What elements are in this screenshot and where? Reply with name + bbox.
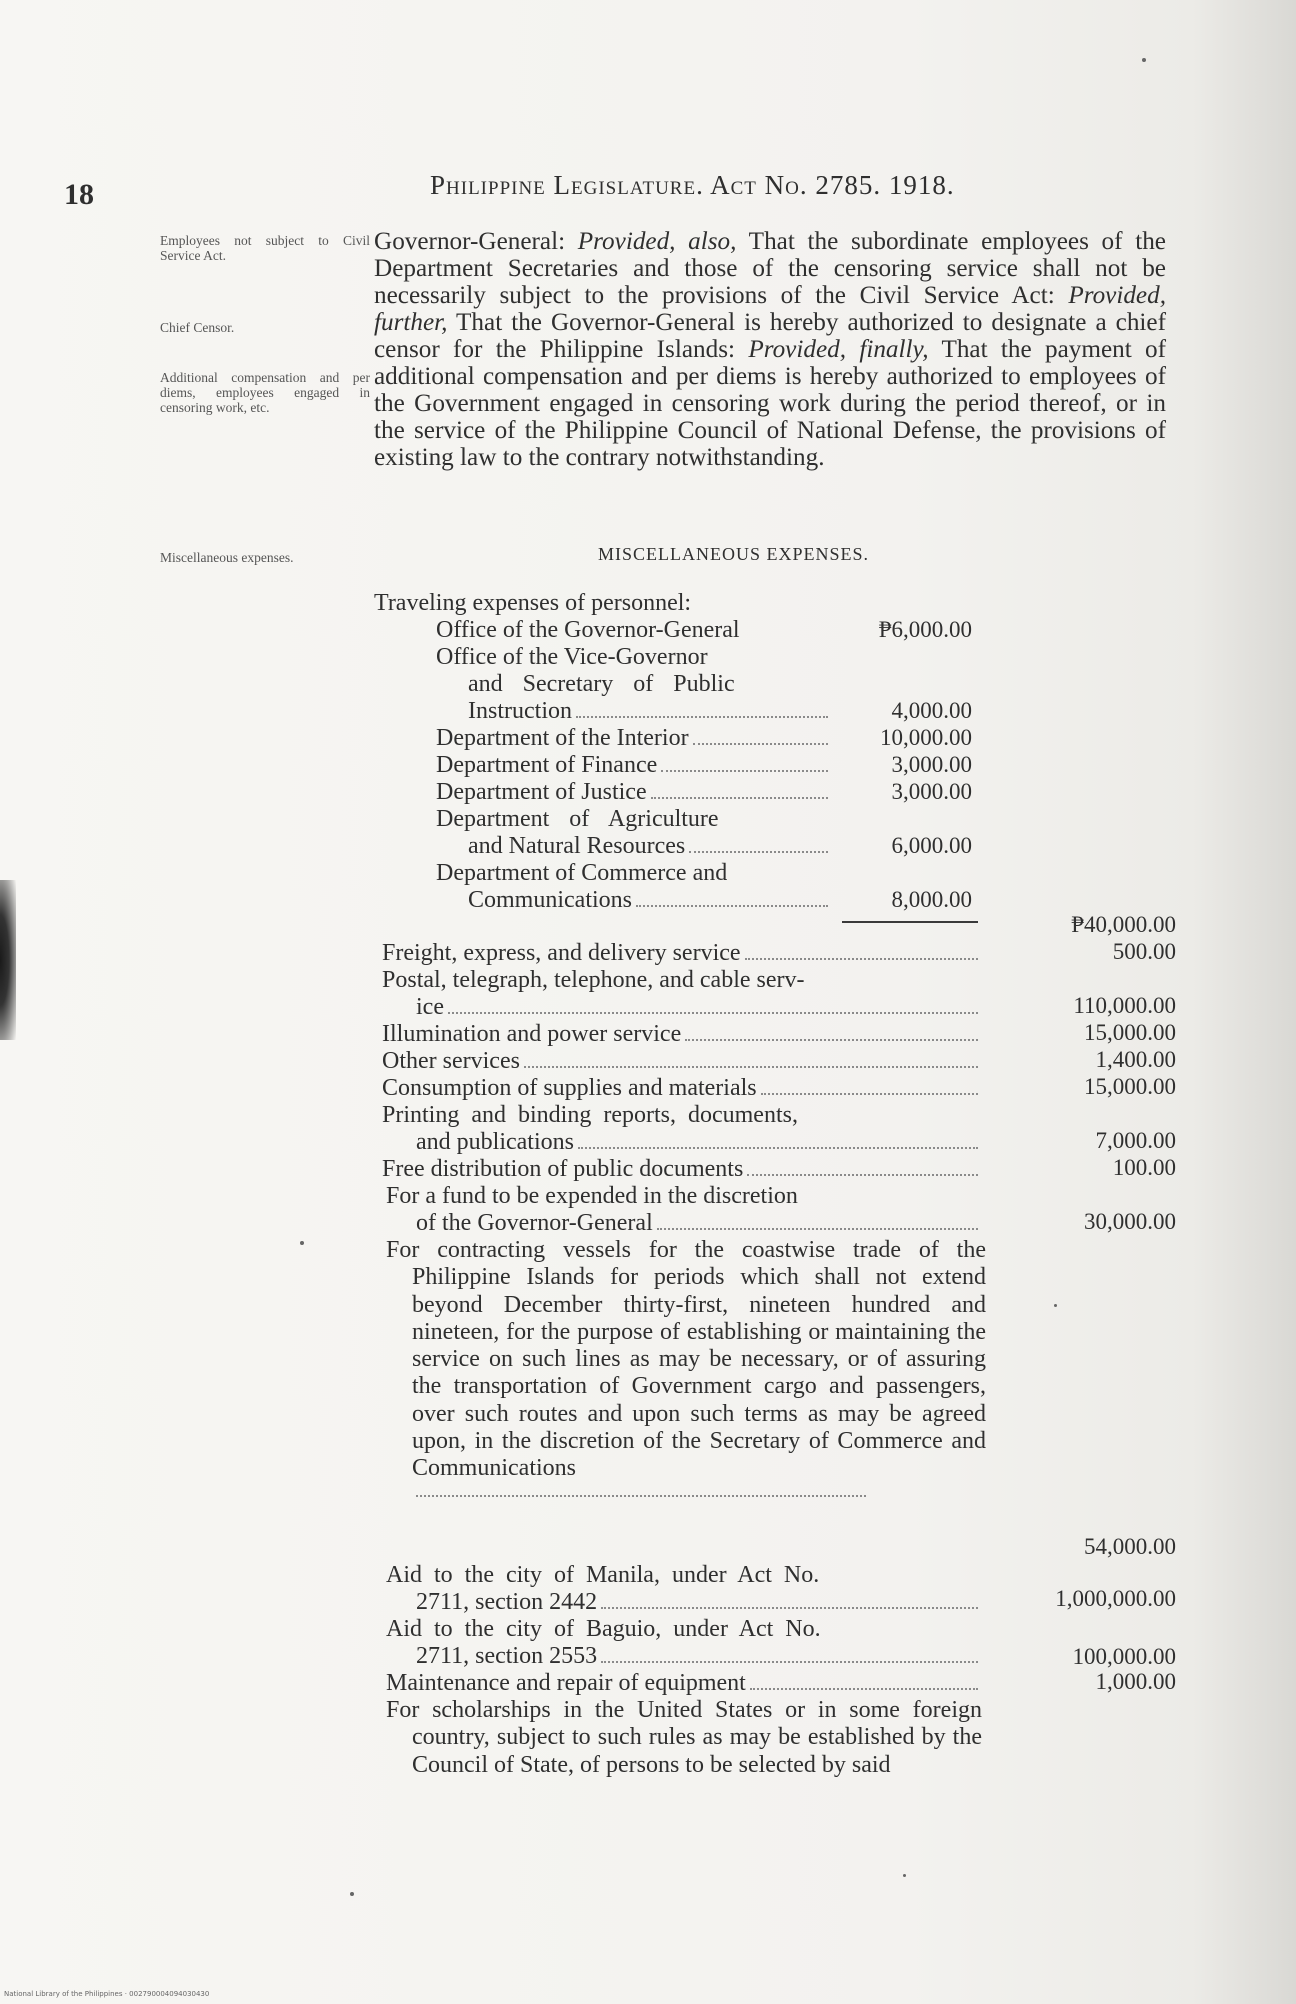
leader-dots [524,1066,978,1068]
leader-dots [750,1688,978,1690]
item-baguio-line1: Aid to the city of Baguio, under Act No. [386,1616,821,1642]
scan-speck [903,1874,906,1877]
travel-agriculture-label: and Natural Resources [468,833,686,859]
item-fund-line1: For a fund to be expended in the discretion [386,1183,798,1209]
item-other-label: Other services [382,1048,520,1074]
item-postal-label: ice [416,994,444,1020]
leader-dots [636,905,828,907]
scan-speck [350,1892,354,1896]
leader-dots [657,1228,978,1230]
travel-commerce-amount: 8,000.00 [891,887,972,912]
item-supplies-amount: 15,000.00 [1084,1074,1176,1099]
travel-commerce-label: Communications [468,887,632,913]
margin-note-miscellaneous: Miscellaneous expenses. [160,550,294,565]
item-fund-amount: 30,000.00 [1084,1209,1176,1234]
item-fund-label: of the Governor-General [416,1210,653,1236]
item-postal-line2 [416,994,982,1021]
scan-speck [300,1241,304,1245]
scan-speck [1142,58,1146,62]
travel-justice-amount: 3,000.00 [891,779,972,804]
travel-justice [436,779,832,806]
item-illumination [382,1021,982,1048]
item-printing-amount: 7,000.00 [1095,1128,1176,1153]
item-maintenance [386,1670,982,1697]
item-baguio-line2 [416,1643,982,1670]
item-illumination-label: Illumination and power service [382,1021,682,1047]
item-freight-amount: 500.00 [1112,939,1176,964]
leader-dots [448,1012,978,1014]
leader-dots [576,716,828,718]
item-freight [382,940,982,967]
proviso-also: Provided, also, [577,228,737,255]
travel-interior [436,725,832,752]
body-text-3: That the Governor-General is hereby authorized to designate a chief censor for the Philippine Islands: [374,309,1166,363]
item-printing-label: and publications [416,1129,574,1155]
travel-vice-gov-line1: Office of the Vice-Governor [436,644,708,670]
travel-vice-gov-line2: and Secretary of Public [468,671,735,697]
item-manila-label: 2711, section 2442 [416,1589,598,1615]
body-paragraph [374,228,1166,471]
travel-finance-label: Department of Finance [436,752,658,778]
body-text-4: That the payment of additional compensation and per diems is hereby authorized to employees of the Government engaged in censoring work during the period thereof, or in the service of the Philippine Council of National Defense, the provisions of existing law to the contrary notwithstanding. [374,336,1167,471]
body-text-1: Governor-General: [374,228,578,255]
leader-dots [685,1039,978,1041]
travel-interior-amount: 10,000.00 [880,725,972,750]
leader-dots [689,851,828,853]
item-supplies-label: Consumption of supplies and materials [382,1075,757,1101]
leader-dots [693,743,828,745]
travel-gov-general-amount: ₱6,000.00 [878,617,972,642]
leader-dots [578,1147,978,1149]
item-free-distribution-amount: 100.00 [1112,1155,1176,1180]
item-manila-amount: 1,000,000.00 [1055,1586,1176,1611]
item-supplies [382,1075,982,1102]
item-fund-line2 [416,1210,982,1237]
item-illumination-amount: 15,000.00 [1084,1020,1176,1045]
item-freight-label: Freight, express, and delivery service [382,940,741,966]
item-vessels-amount: 54,000.00 [1084,1534,1176,1559]
item-other-amount: 1,400.00 [1095,1047,1176,1072]
item-baguio-label: 2711, section 2553 [416,1643,598,1669]
leader-dots [601,1661,978,1663]
item-vessels-text [386,1237,986,1510]
travel-commerce-line1: Department of Commerce and [436,860,728,886]
proviso-finally: Provided, finally, [748,336,929,363]
margin-note-additional-compensation: Additional compensation and per diems, employees engaged in censoring work, etc. [160,370,370,415]
item-printing-line1: Printing and binding reports, documents, [382,1102,798,1128]
travel-vice-gov-label: Instruction [468,698,572,724]
margin-note-chief-censor: Chief Censor. [160,320,235,335]
item-other-services [382,1048,982,1075]
item-baguio-amount: 100,000.00 [1072,1644,1176,1669]
item-postal-amount: 110,000.00 [1073,993,1176,1018]
travel-gov-general: Office of the Governor-General [436,617,740,643]
leader-dots [761,1093,978,1095]
leader-dots [745,958,978,960]
item-maintenance-label: Maintenance and repair of equipment [386,1670,746,1696]
item-free-distribution-label: Free distribution of public documents [382,1156,744,1182]
item-free-distribution [382,1156,982,1183]
travel-agriculture-line1: Department of Agriculture [436,806,719,832]
page-number: 18 [64,178,94,211]
item-manila-line2 [416,1589,982,1616]
traveling-heading: Traveling expenses of personnel: [374,590,692,616]
travel-vice-gov-line3 [468,698,832,725]
travel-total-amount: ₱40,000.00 [1071,912,1176,937]
item-scholarships-text: For scholarships in the United States or in some foreign country, subject to such rules as may be established by the Council of State, of persons to be selected by said [386,1697,982,1778]
scan-speck [1054,1304,1057,1307]
item-vessels-label: For contracting vessels for the coastwise trade of the Philippine Islands for periods which shall not extend beyond December thirty-first, nineteen hundred and nineteen, for the purpose of establishing or maintaining the service on such lines as may be necessary, or of assuring the transportation of Government cargo and passengers, over such routes and upon such terms as may be agreed upon, in the discretion of the Secretary of Commerce and Communications [386,1237,986,1482]
travel-finance-amount: 3,000.00 [891,752,972,777]
item-maintenance-amount: 1,000.00 [1095,1669,1176,1694]
leader-dots [747,1174,978,1176]
item-printing-line2 [416,1129,982,1156]
leader-dots [661,770,828,772]
travel-justice-label: Department of Justice [436,779,647,805]
travel-vice-gov-amount: 4,000.00 [891,698,972,723]
proviso-further: Provided, further, [374,282,1166,336]
leader-dots [601,1607,978,1609]
footer-credit: National Library of the Philippines · 002790004094030430 [4,1990,210,1998]
binding-shadow [0,880,16,1040]
leader-dots [416,1495,866,1497]
travel-agriculture-amount: 6,000.00 [891,833,972,858]
section-heading: MISCELLANEOUS EXPENSES. [598,544,870,564]
travel-finance [436,752,832,779]
travel-interior-label: Department of the Interior [436,725,689,751]
item-manila-line1: Aid to the city of Manila, under Act No. [386,1562,820,1588]
travel-commerce-line2 [468,887,832,914]
subtotal-rule [842,921,978,923]
body-text-2: That the subordinate employees of the Department Secretaries and those of the censoring service shall not be necessarily subject to the provisions of the Civil Service Act: [374,228,1166,309]
margin-note-employees: Employees not subject to Civil Service Act. [160,233,370,263]
running-head: Philippine Legislature. Act No. 2785. 1918. [430,170,955,200]
travel-agriculture-line2 [468,833,832,860]
leader-dots [651,797,828,799]
item-postal-line1: Postal, telegraph, telephone, and cable serv- [382,967,805,993]
